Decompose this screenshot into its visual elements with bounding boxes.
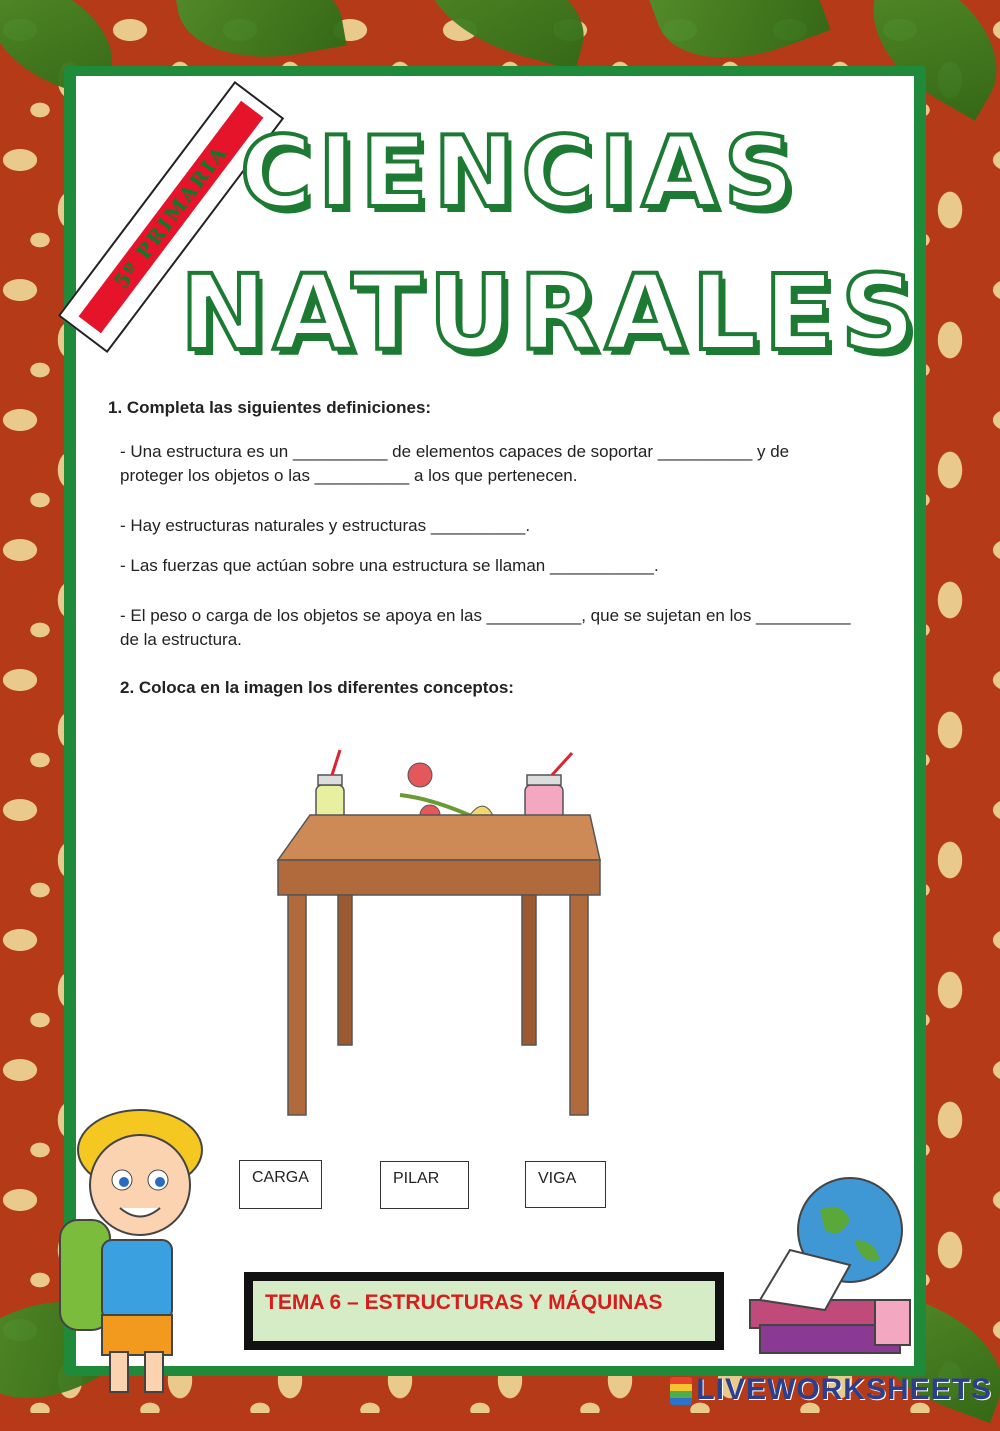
definition-line: de la estructura. <box>120 630 242 649</box>
definition-line: proteger los objetos o las __________ a los que pertenecen. <box>120 466 578 485</box>
question-2-heading: 2. Coloca en la imagen los diferentes conceptos: <box>120 678 514 697</box>
globe-books-illustration <box>730 1170 930 1370</box>
grade-label: 5º PRIMARIA <box>109 140 233 294</box>
title-line-1: CIENCIAS <box>240 116 801 230</box>
table-illustration <box>270 745 610 1120</box>
watermark-text: LIVEWORKSHEETS <box>696 1373 992 1406</box>
title-line-2: NATURALES <box>180 252 922 374</box>
liveworksheets-watermark <box>670 1373 992 1407</box>
label-viga[interactable]: VIGA <box>525 1161 606 1208</box>
definition-line: - Hay estructuras naturales y estructuras __________. <box>120 516 531 535</box>
tema-title: TEMA 6 – ESTRUCTURAS Y MÁQUINAS <box>253 1281 715 1341</box>
liveworksheets-logo-icon <box>670 1377 692 1405</box>
definition-line: - Las fuerzas que actúan sobre una estructura se llaman ___________. <box>120 556 659 575</box>
definition-line: - El peso o carga de los objetos se apoya en las __________, que se sujetan en los __________ <box>120 606 851 625</box>
student-boy-illustration <box>40 1090 240 1410</box>
label-pilar[interactable]: PILAR <box>380 1161 469 1209</box>
tema-banner <box>244 1272 724 1350</box>
definition-line: - Una estructura es un __________ de elementos capaces de soportar __________ y de <box>120 442 790 461</box>
label-carga[interactable]: CARGA <box>239 1160 322 1209</box>
question-1-heading: 1. Completa las siguientes definiciones: <box>108 398 432 417</box>
